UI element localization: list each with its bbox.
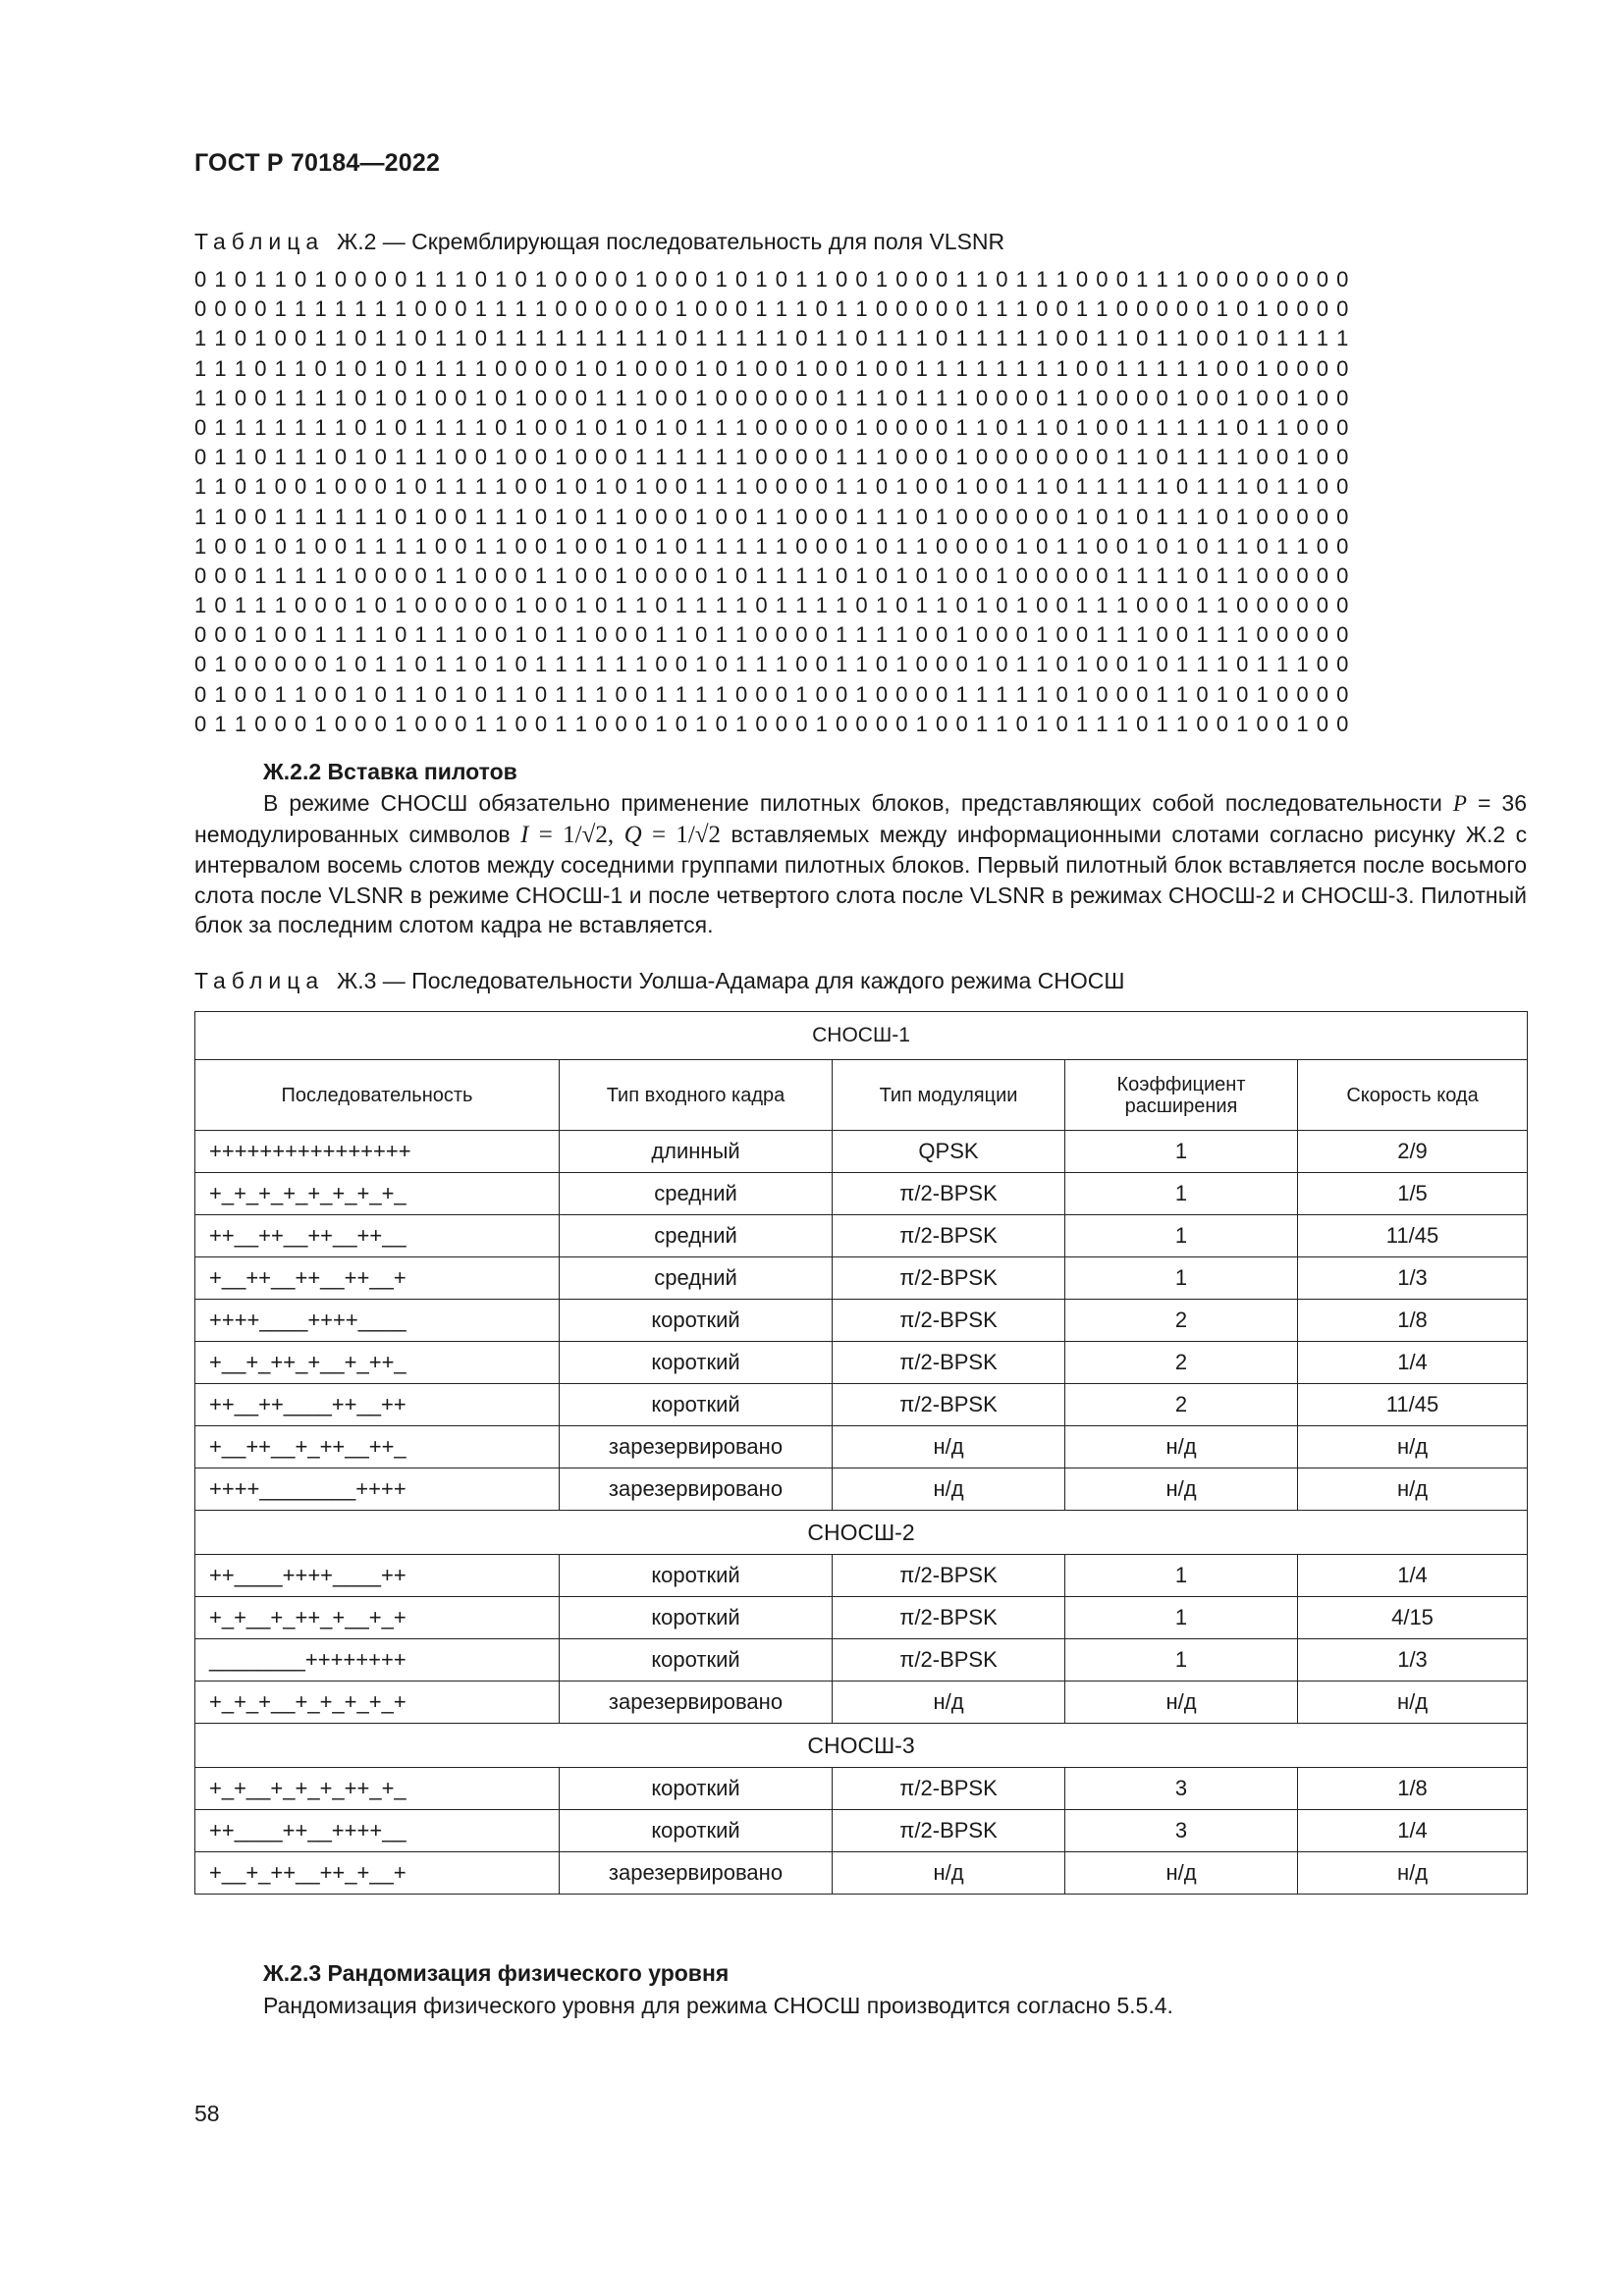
sequence-cell: +__+_++__++_+__+ xyxy=(195,1852,560,1895)
column-header: Тип модуляции xyxy=(833,1060,1065,1131)
table-cell: н/д xyxy=(833,1426,1065,1468)
table-cell: короткий xyxy=(560,1639,833,1682)
table-cell: 1 xyxy=(1065,1597,1298,1639)
table-cell: π/2-BPSK xyxy=(833,1300,1065,1342)
table-cell: короткий xyxy=(560,1810,833,1852)
sequence-cell: ++____++__++++__ xyxy=(195,1810,560,1852)
table-cell: средний xyxy=(560,1173,833,1215)
table-cell: 1 xyxy=(1065,1639,1298,1682)
table-cell: короткий xyxy=(560,1342,833,1384)
table-row xyxy=(195,1131,1528,1173)
table-cell: 2/9 xyxy=(1298,1131,1528,1173)
sequence-cell: +_+_+__+_+_+_+_+ xyxy=(195,1682,560,1724)
mode-row xyxy=(195,1012,1528,1060)
mode-label: СНОСШ-1 xyxy=(195,1012,1528,1060)
table-row xyxy=(195,1384,1528,1426)
section-j22-heading: Ж.2.2 Вставка пилотов xyxy=(263,759,517,784)
bit-row: 0 0 0 1 0 0 1 1 1 1 0 1 1 1 0 0 1 0 1 1 0 0 0 1 1 0 1 1 0 0 0 0 1 1 1 1 0 0 1 0 0 0 1 0 0 1 1 1 0 0 1 1 1 0 0 0 0 0 xyxy=(194,622,1349,648)
table-row xyxy=(195,1555,1528,1597)
table-row xyxy=(195,1468,1528,1511)
table2-caption-text: Ж.2 — Скремблирующая последовательность для поля VLSNR xyxy=(336,229,1005,254)
mode-row xyxy=(195,1724,1528,1768)
table-cell: 3 xyxy=(1065,1768,1298,1810)
table3-caption-text: Ж.3 — Последовательности Уолша-Адамара для каждого режима СНОСШ xyxy=(336,968,1125,993)
walsh-hadamard-table xyxy=(194,1011,1528,1895)
sequence-cell: ++++________++++ xyxy=(195,1468,560,1511)
sequence-cell: ++____++++____++ xyxy=(195,1555,560,1597)
table-cell: 1 xyxy=(1065,1173,1298,1215)
table2-caption xyxy=(194,229,1004,255)
table-row xyxy=(195,1300,1528,1342)
bit-row: 0 1 1 0 0 0 1 0 0 0 1 0 0 0 1 1 0 0 1 1 0 0 0 1 0 1 0 1 0 0 0 1 0 0 0 0 1 0 0 1 1 0 1 0 1 1 1 0 1 1 0 0 1 0 0 1 0 0 xyxy=(194,711,1349,736)
column-header-row xyxy=(195,1060,1528,1131)
column-header: Скорость кода xyxy=(1298,1060,1528,1131)
table-row xyxy=(195,1597,1528,1639)
table-cell: н/д xyxy=(833,1682,1065,1724)
mode-label: СНОСШ-3 xyxy=(195,1724,1528,1768)
i-formula: I = 1/√2, xyxy=(520,821,615,848)
bit-row: 1 1 0 1 0 0 1 0 0 0 1 0 1 1 1 1 0 0 1 0 1 0 1 0 0 1 1 1 0 0 0 0 1 1 0 1 0 0 1 0 0 1 1 0 1 1 1 1 1 0 1 1 1 0 1 1 0 0 xyxy=(194,474,1349,500)
table-row xyxy=(195,1768,1528,1810)
table-cell: 1 xyxy=(1065,1131,1298,1173)
table-cell: 1/4 xyxy=(1298,1342,1528,1384)
sequence-cell: ++++++++++++++++ xyxy=(195,1131,560,1173)
sequence-cell: ++__++__++__++__ xyxy=(195,1215,560,1257)
bit-row: 1 0 1 1 1 0 0 0 1 0 1 0 0 0 0 0 1 0 0 1 0 1 1 0 1 1 1 1 0 1 1 1 1 0 1 0 1 1 0 1 0 1 0 0 1 1 1 0 0 0 1 1 0 0 0 0 0 0 xyxy=(194,593,1349,618)
bit-row: 1 1 0 0 1 1 1 1 0 1 0 1 0 0 1 0 1 0 0 0 1 1 1 0 0 1 0 0 0 0 0 0 1 1 1 0 1 1 1 0 0 0 0 1 1 0 0 0 0 1 0 0 1 0 0 1 0 0 xyxy=(194,385,1349,410)
table-row xyxy=(195,1639,1528,1682)
table-cell: средний xyxy=(560,1257,833,1300)
table-cell: длинный xyxy=(560,1131,833,1173)
p-variable: P xyxy=(1452,791,1467,816)
table-row xyxy=(195,1342,1528,1384)
table-cell: π/2-BPSK xyxy=(833,1215,1065,1257)
sequence-cell: +__+_++_+__+_++_ xyxy=(195,1342,560,1384)
i-formula-eq: = 1/ xyxy=(538,821,582,848)
table-cell: н/д xyxy=(1298,1426,1528,1468)
table-cell: н/д xyxy=(1298,1468,1528,1511)
table-cell: 1/4 xyxy=(1298,1555,1528,1597)
table-cell: π/2-BPSK xyxy=(833,1257,1065,1300)
table-row xyxy=(195,1257,1528,1300)
table-cell: 1/4 xyxy=(1298,1810,1528,1852)
bit-row: 0 0 0 0 1 1 1 1 1 1 1 0 0 0 1 1 1 1 0 0 0 0 0 0 1 0 0 0 1 1 1 0 1 1 0 0 0 0 0 1 1 1 0 0 1 1 0 0 0 0 0 1 0 1 0 0 0 0 xyxy=(194,296,1349,322)
scrambling-sequence-table xyxy=(194,265,1349,739)
table-cell: 1/3 xyxy=(1298,1639,1528,1682)
table-cell: 2 xyxy=(1065,1384,1298,1426)
table-cell: π/2-BPSK xyxy=(833,1555,1065,1597)
table-row xyxy=(195,1852,1528,1895)
table-row xyxy=(195,1215,1528,1257)
p-value-text: = 36 немодулированных символов xyxy=(194,790,1528,847)
table3-caption-word: Таблица xyxy=(194,968,325,993)
table-cell: QPSK xyxy=(833,1131,1065,1173)
table-row xyxy=(195,1426,1528,1468)
table-cell: 1/8 xyxy=(1298,1768,1528,1810)
table-cell: короткий xyxy=(560,1384,833,1426)
table-cell: π/2-BPSK xyxy=(833,1342,1065,1384)
bit-row: 0 1 1 1 1 1 1 1 0 1 0 1 1 1 1 0 1 0 0 1 0 1 0 1 0 1 1 1 0 0 0 0 0 1 0 0 0 0 1 1 0 1 1 0 1 0 0 1 1 1 1 1 0 1 1 0 0 0 xyxy=(194,414,1349,440)
table-cell: π/2-BPSK xyxy=(833,1768,1065,1810)
table-row xyxy=(195,1173,1528,1215)
table-cell: н/д xyxy=(833,1852,1065,1895)
table-cell: н/д xyxy=(1065,1682,1298,1724)
mode-row xyxy=(195,1511,1528,1555)
table-cell: короткий xyxy=(560,1555,833,1597)
table-cell: н/д xyxy=(1065,1426,1298,1468)
table-cell: 2 xyxy=(1065,1342,1298,1384)
table-cell: 1 xyxy=(1065,1555,1298,1597)
sequence-cell: +__++__+_++__++_ xyxy=(195,1426,560,1468)
table-cell: 1/8 xyxy=(1298,1300,1528,1342)
table-cell: 2 xyxy=(1065,1300,1298,1342)
q-formula-eq: = 1/ xyxy=(651,821,695,848)
i-label: I xyxy=(520,821,529,848)
page-number: 58 xyxy=(194,2101,220,2126)
table-cell: 11/45 xyxy=(1298,1215,1528,1257)
table-cell: короткий xyxy=(560,1300,833,1342)
table-cell: 11/45 xyxy=(1298,1384,1528,1426)
sequence-cell: +_+__+_++_+__+_+ xyxy=(195,1597,560,1639)
table-cell: 1 xyxy=(1065,1257,1298,1300)
sequence-cell: +_+__+_+_+_++_+_ xyxy=(195,1768,560,1810)
pilot-text-before: В режиме СНОСШ обязательно применение пилотных блоков, представляющих собой последовательности xyxy=(263,790,1442,816)
table-cell: π/2-BPSK xyxy=(833,1384,1065,1426)
mode-label: СНОСШ-2 xyxy=(195,1511,1528,1555)
sequence-cell: ________++++++++ xyxy=(195,1639,560,1682)
sequence-cell: ++++____++++____ xyxy=(195,1300,560,1342)
bit-row: 0 1 0 1 1 0 1 0 0 0 0 1 1 1 0 1 0 1 0 0 0 0 1 0 0 0 1 0 1 0 1 1 0 0 1 0 0 0 1 1 0 1 1 1 0 0 0 1 1 1 0 0 0 0 0 0 0 0 xyxy=(194,267,1349,292)
bit-row: 1 1 0 0 1 1 1 1 1 1 0 1 0 0 1 1 1 0 1 0 1 1 0 0 0 1 0 0 1 1 0 0 0 1 1 1 0 1 0 0 0 0 0 0 1 0 1 0 1 1 1 0 1 0 0 0 0 0 xyxy=(194,504,1349,529)
table-cell: н/д xyxy=(1298,1682,1528,1724)
table-row xyxy=(195,1810,1528,1852)
bit-row: 1 0 0 1 0 1 0 0 1 1 1 1 0 0 1 1 0 0 1 0 0 1 0 1 0 1 1 1 1 1 0 0 0 1 0 1 1 0 0 0 0 1 0 1 1 0 0 1 0 1 0 1 1 0 1 1 0 0 xyxy=(194,533,1349,559)
table-cell: короткий xyxy=(560,1768,833,1810)
document-header: ГОСТ Р 70184—2022 xyxy=(194,149,441,177)
table-cell: зарезервировано xyxy=(560,1426,833,1468)
sequence-cell: +_+_+_+_+_+_+_+_ xyxy=(195,1173,560,1215)
bit-row: 0 0 0 1 1 1 1 1 0 0 0 0 1 1 0 0 0 1 1 0 0 1 0 0 0 0 1 0 1 1 1 1 0 1 0 1 0 1 0 0 1 0 0 0 0 0 1 1 1 1 0 1 1 0 0 0 0 0 xyxy=(194,562,1349,588)
bit-row: 1 1 0 1 0 0 1 1 0 1 1 0 1 1 0 1 1 1 1 1 1 1 1 1 0 1 1 1 1 1 0 1 1 0 1 1 1 0 1 1 1 1 1 0 0 1 1 0 1 1 0 0 1 0 1 1 1 1 xyxy=(194,326,1349,351)
table2-caption-word: Таблица xyxy=(194,229,325,254)
table-row xyxy=(195,1682,1528,1724)
q-formula xyxy=(624,822,722,848)
section-j23-heading: Ж.2.3 Рандомизация физического уровня xyxy=(263,1960,730,1986)
table-cell: 1 xyxy=(1065,1215,1298,1257)
column-header: Тип входного кадра xyxy=(560,1060,833,1131)
section-j22-paragraph xyxy=(194,788,1527,940)
table-cell: короткий xyxy=(560,1597,833,1639)
table-cell: 4/15 xyxy=(1298,1597,1528,1639)
column-header: Коэффициент расширения xyxy=(1065,1060,1298,1131)
table3-caption xyxy=(194,968,1125,994)
sequence-cell: +__++__++__++__+ xyxy=(195,1257,560,1300)
q-label: Q xyxy=(623,821,642,848)
table-cell: π/2-BPSK xyxy=(833,1597,1065,1639)
bit-row: 1 1 1 0 1 1 0 1 0 1 0 1 1 1 1 0 0 0 0 1 0 1 0 0 0 1 0 1 0 0 1 0 0 1 0 0 1 1 1 1 1 1 1 1 0 0 1 1 1 1 1 0 0 1 0 0 0 0 xyxy=(194,355,1349,381)
pilot-text-after: вставляемых между информационными слотами согласно рисунку Ж.2 с интервалом восемь слотов между соседними группами пилотных блоков. Первый пилотный блок вставляется после восьмого слота после VLSNR в режиме СНОСШ-1 и после четвертого слота после VLSNR в режимах СНОСШ-2 и СНОСШ-3. Пилотный блок за последним слотом кадра не вставляется. xyxy=(194,821,1528,937)
table-cell: 1/5 xyxy=(1298,1173,1528,1215)
table-cell: π/2-BPSK xyxy=(833,1639,1065,1682)
column-header: Последовательность xyxy=(195,1060,560,1131)
table-cell: 1/3 xyxy=(1298,1257,1528,1300)
i-sqrt: √2 xyxy=(581,821,608,848)
table-cell: 3 xyxy=(1065,1810,1298,1852)
section-j23-text: Рандомизация физического уровня для режима СНОСШ производится согласно 5.5.4. xyxy=(263,1993,1173,2018)
table-cell: зарезервировано xyxy=(560,1468,833,1511)
table-cell: зарезервировано xyxy=(560,1682,833,1724)
table-cell: зарезервировано xyxy=(560,1852,833,1895)
table-cell: н/д xyxy=(1065,1468,1298,1511)
table-cell: π/2-BPSK xyxy=(833,1810,1065,1852)
table-cell: н/д xyxy=(833,1468,1065,1511)
bit-row: 0 1 0 0 0 0 0 1 0 1 1 0 1 1 0 1 0 1 1 1 1 1 1 0 0 1 0 1 1 1 0 0 1 1 0 1 0 0 0 1 0 1 1 0 1 0 0 1 0 1 1 1 0 1 1 1 0 0 xyxy=(194,652,1349,677)
table-cell: н/д xyxy=(1065,1852,1298,1895)
q-sqrt: √2 xyxy=(694,821,722,848)
table-cell: π/2-BPSK xyxy=(833,1173,1065,1215)
table-cell: н/д xyxy=(1298,1852,1528,1895)
sequence-cell: ++__++____++__++ xyxy=(195,1384,560,1426)
bit-row: 0 1 1 0 1 1 1 0 1 0 1 1 1 0 0 1 0 0 1 0 0 0 1 1 1 1 1 1 0 0 0 0 1 1 1 0 0 0 1 0 0 0 0 0 0 0 1 1 0 1 1 1 1 0 0 1 0 0 xyxy=(194,445,1349,470)
bit-row: 0 1 0 0 1 1 0 0 1 0 1 1 0 1 0 1 1 0 1 1 1 0 0 1 1 1 1 0 0 0 1 0 0 1 0 0 0 0 1 1 1 1 1 0 1 0 0 0 1 1 0 1 0 1 0 0 0 0 xyxy=(194,681,1349,707)
table-cell: средний xyxy=(560,1215,833,1257)
